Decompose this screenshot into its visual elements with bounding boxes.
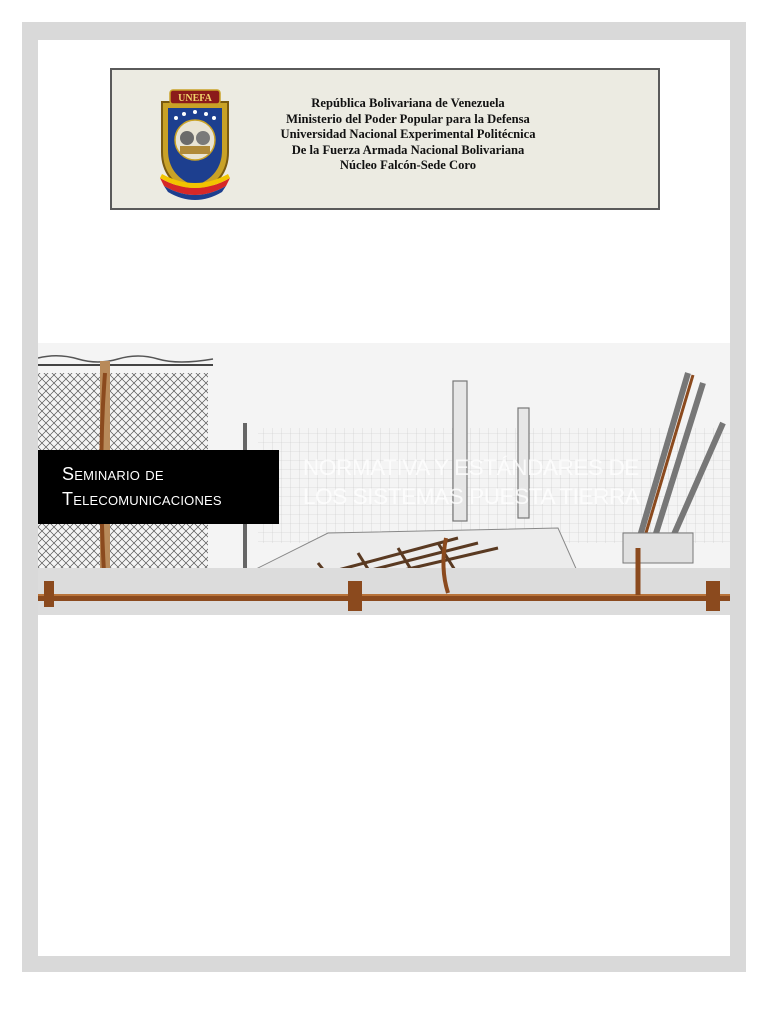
- cover-banner: [38, 343, 730, 615]
- title-line-1: NORMATIVA Y ESTÁNDARES DE: [303, 455, 639, 480]
- header-line-3: Universidad Nacional Experimental Politécnica: [280, 127, 536, 141]
- seminar-line-1: Seminario de: [62, 464, 164, 484]
- header-line-5: Núcleo Falcón-Sede Coro: [339, 158, 477, 172]
- unefa-crest-logo: [152, 82, 238, 200]
- header-line-1: República Bolivariana de Venezuela: [311, 96, 505, 110]
- seminar-label-box: [38, 450, 279, 524]
- svg-text:UNEFA: UNEFA: [178, 93, 212, 104]
- institution-text: [252, 96, 564, 174]
- seminar-line-2: Telecomunicaciones: [62, 489, 222, 509]
- header-line-2: Ministerio del Poder Popular para la Defensa: [286, 111, 530, 126]
- institution-header: [110, 68, 660, 210]
- seminar-label: [62, 462, 222, 512]
- header-line-4: De la Fuerza Armada Nacional Bolivariana: [291, 142, 525, 157]
- title-line-2: LOS SISTEMAS PUESTA TIERRA: [303, 484, 640, 509]
- document-title: [303, 453, 713, 511]
